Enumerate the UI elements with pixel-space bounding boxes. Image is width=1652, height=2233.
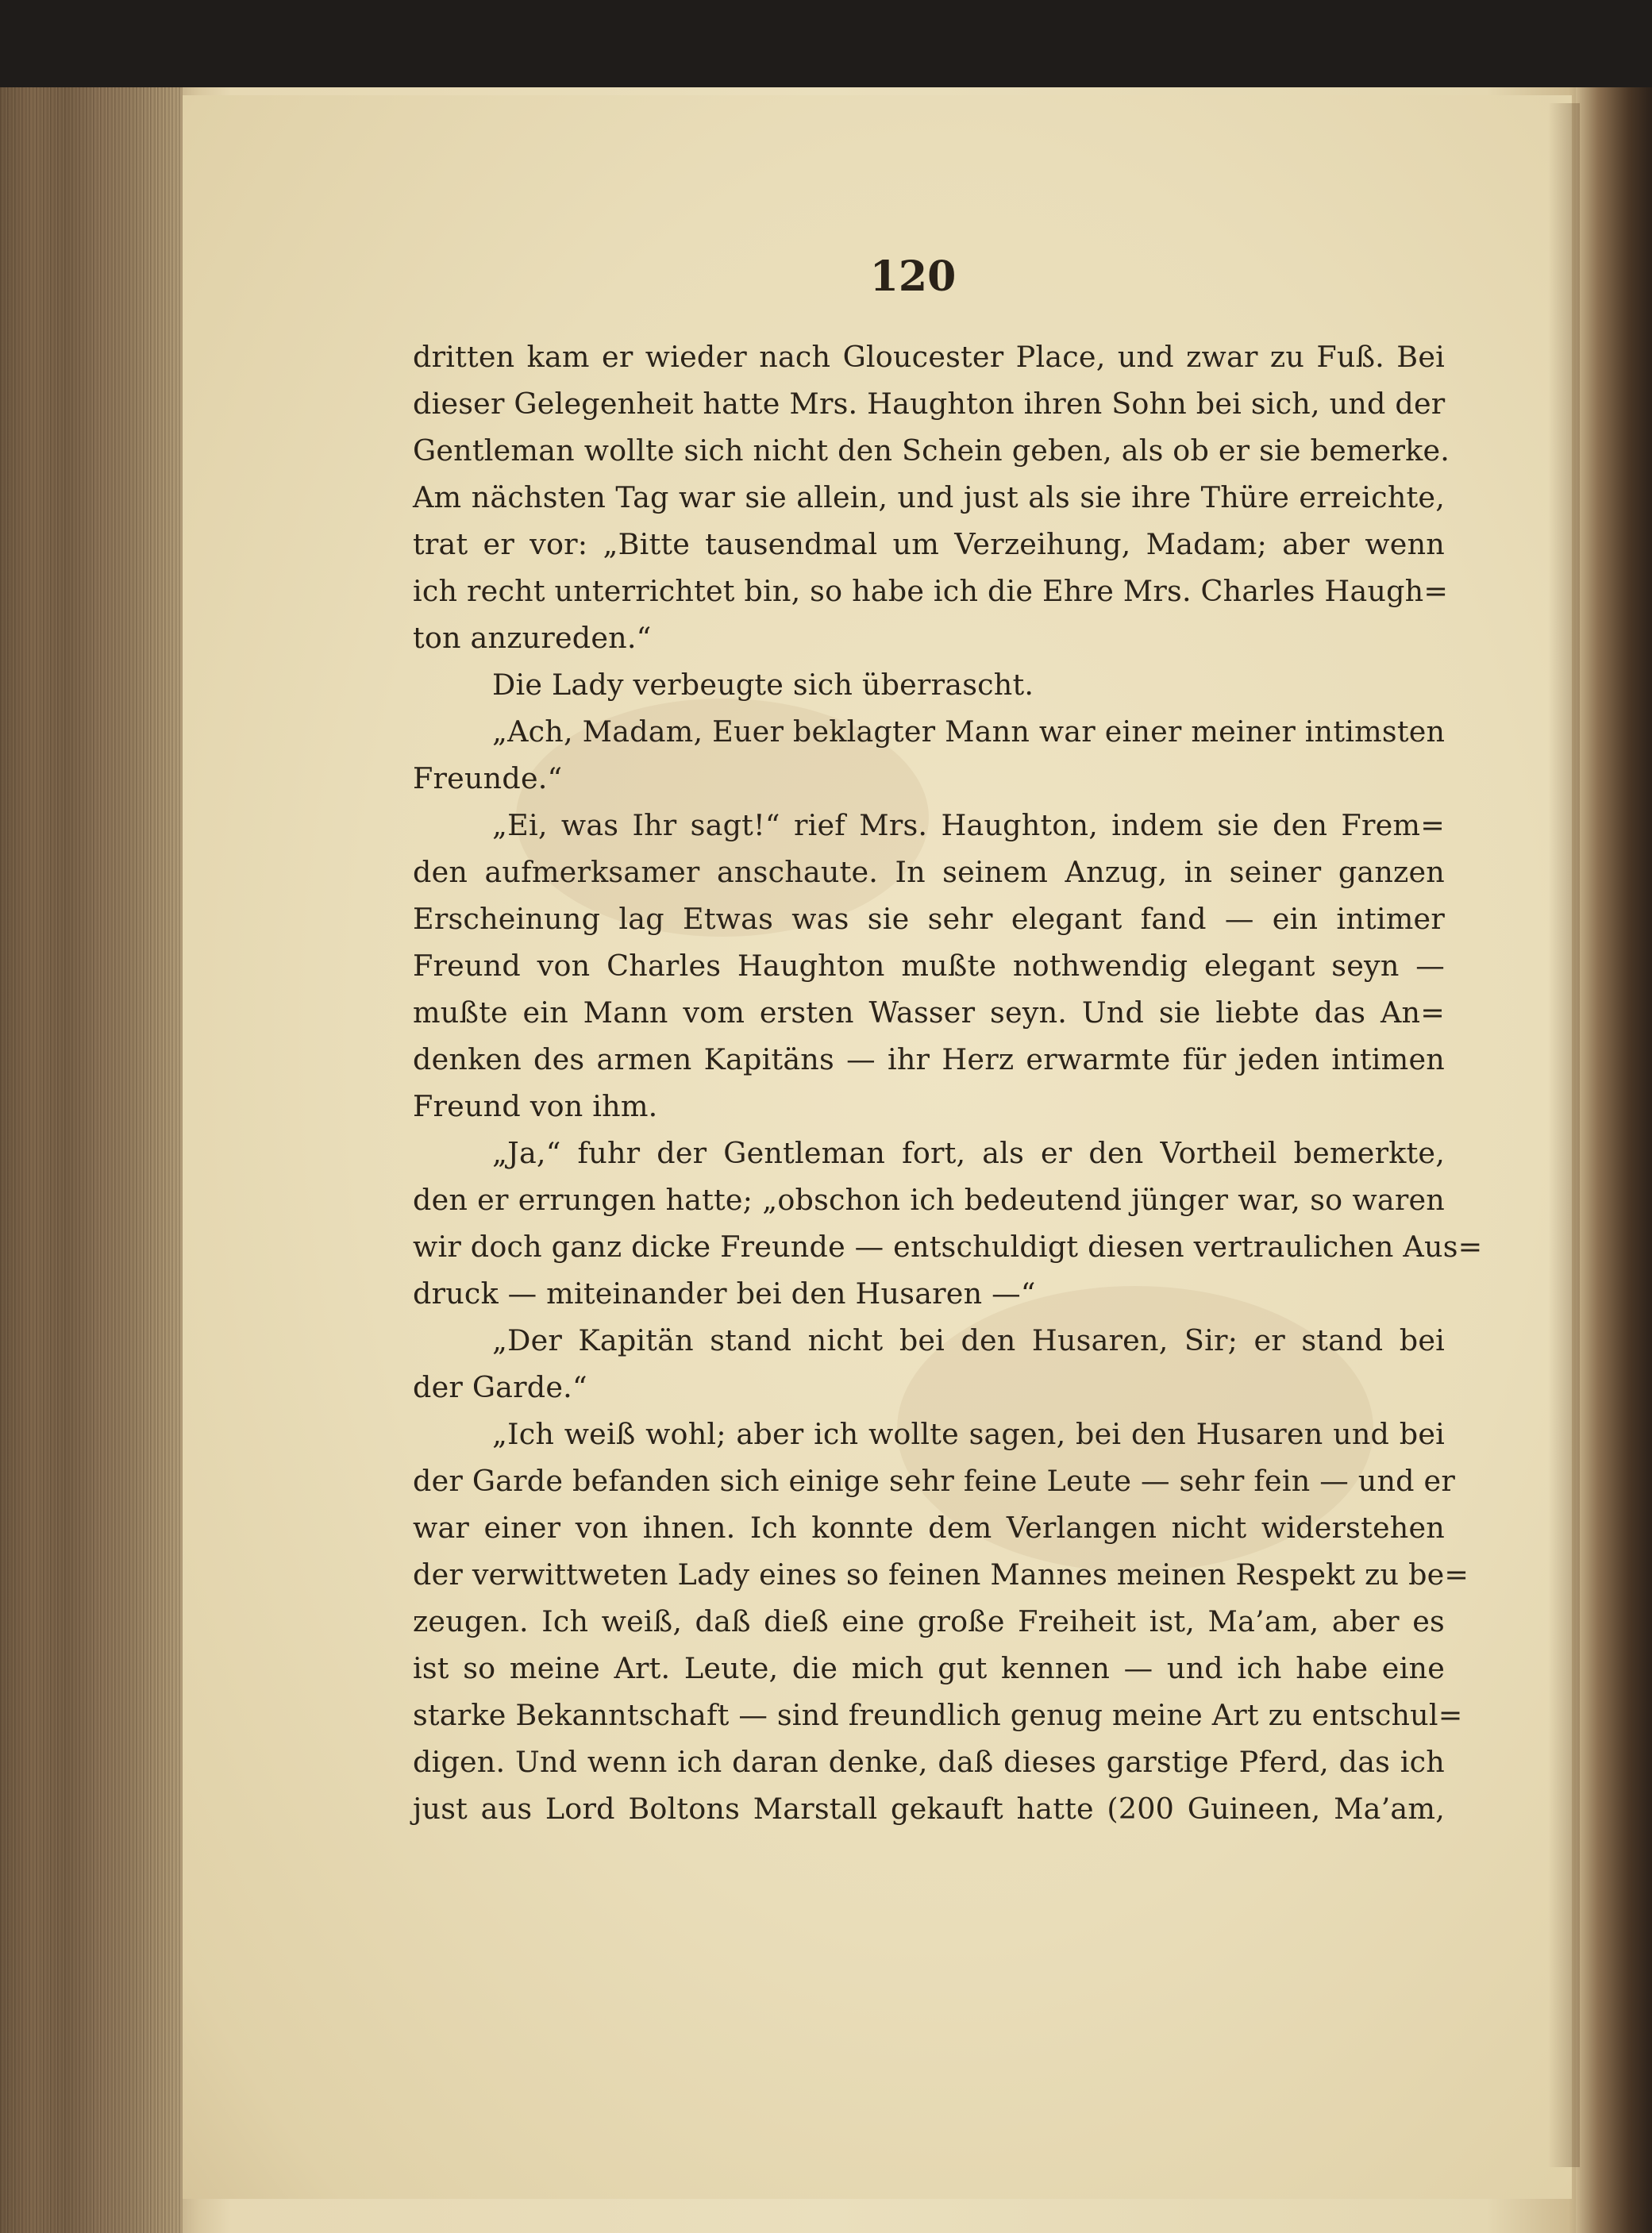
text-line: „Ja,“ fuhr der Gentleman fort, als er den Vortheil bemerkte,	[492, 1136, 1445, 1170]
text-line: „Ei, was Ihr sagt!“ rief Mrs. Haughton, indem sie den Frem=	[492, 808, 1445, 842]
text-line: Freunde.“	[413, 761, 563, 795]
text-line: trat er vor: „Bitte tausendmal um Verzeihung, Madam; aber wenn	[413, 527, 1445, 561]
text-line: Gentleman wollte sich nicht den Schein geben, als ob er sie bemerke.	[413, 433, 1450, 468]
text-line: Erscheinung lag Etwas was sie sehr elegant fand — ein intimer	[413, 902, 1445, 936]
text-line: starke Bekanntschaft — sind freundlich genug meine Art zu entschul=	[413, 1698, 1463, 1732]
text-line: Freund von Charles Haughton mußte nothwendig elegant seyn —	[413, 949, 1445, 983]
text-line: dritten kam er wieder nach Gloucester Place, und zwar zu Fuß. Bei	[413, 340, 1445, 374]
text-line: Die Lady verbeugte sich überrascht.	[492, 668, 1034, 702]
text-line: der Garde.“	[413, 1370, 587, 1404]
text-line: Am nächsten Tag war sie allein, und just als sie ihre Thüre erreichte,	[413, 480, 1445, 514]
text-line: wir doch ganz dicke Freunde — entschuldigt diesen vertraulichen Aus=	[413, 1230, 1483, 1264]
page-number: 120	[869, 252, 957, 301]
text-line: just aus Lord Boltons Marstall gekauft hatte (200 Guineen, Ma’am,	[413, 1792, 1445, 1826]
text-line: ich recht unterrichtet bin, so habe ich die Ehre Mrs. Charles Haugh=	[413, 574, 1449, 608]
text-line: der Garde befanden sich einige sehr feine Leute — sehr fein — und er	[413, 1464, 1455, 1498]
text-line: „Der Kapitän stand nicht bei den Husaren, Sir; er stand bei	[492, 1323, 1445, 1357]
text-line: der verwittweten Lady eines so feinen Mannes meinen Respekt zu be=	[413, 1557, 1469, 1592]
text-line: dieser Gelegenheit hatte Mrs. Haughton ihren Sohn bei sich, und der	[413, 387, 1446, 421]
text-line: ist so meine Art. Leute, die mich gut kennen — und ich habe eine	[413, 1651, 1445, 1685]
text-line: „Ach, Madam, Euer beklagter Mann war einer meiner intimsten	[492, 714, 1446, 749]
text-line: den er errungen hatte; „obschon ich bedeutend jünger war, so waren	[413, 1183, 1445, 1217]
spine-shadow	[1548, 103, 1580, 2167]
text-line: war einer von ihnen. Ich konnte dem Verlangen nicht widerstehen	[413, 1511, 1445, 1545]
text-line: digen. Und wenn ich daran denke, daß dieses garstige Pferd, das ich	[413, 1745, 1445, 1779]
body-text	[413, 333, 1483, 1832]
text-line: Freund von ihm.	[413, 1089, 658, 1123]
text-line: denken des armen Kapitäns — ihr Herz erwarmte für jeden intimen	[413, 1042, 1445, 1076]
page-edges-left	[0, 87, 183, 2233]
text-line: ton anzureden.“	[413, 621, 652, 655]
text-line: druck — miteinander bei den Husaren —“	[413, 1276, 1036, 1311]
text-line: den aufmerksamer anschaute. In seinem Anzug, in seiner ganzen	[413, 855, 1445, 889]
text-line: mußte ein Mann vom ersten Wasser seyn. Und sie liebte das An=	[413, 995, 1445, 1030]
text-line: „Ich weiß wohl; aber ich wollte sagen, bei den Husaren und bei	[492, 1417, 1445, 1451]
text-line: zeugen. Ich weiß, daß dieß eine große Freiheit ist, Ma’am, aber es	[413, 1604, 1445, 1638]
page-edges-right	[1576, 87, 1652, 2233]
